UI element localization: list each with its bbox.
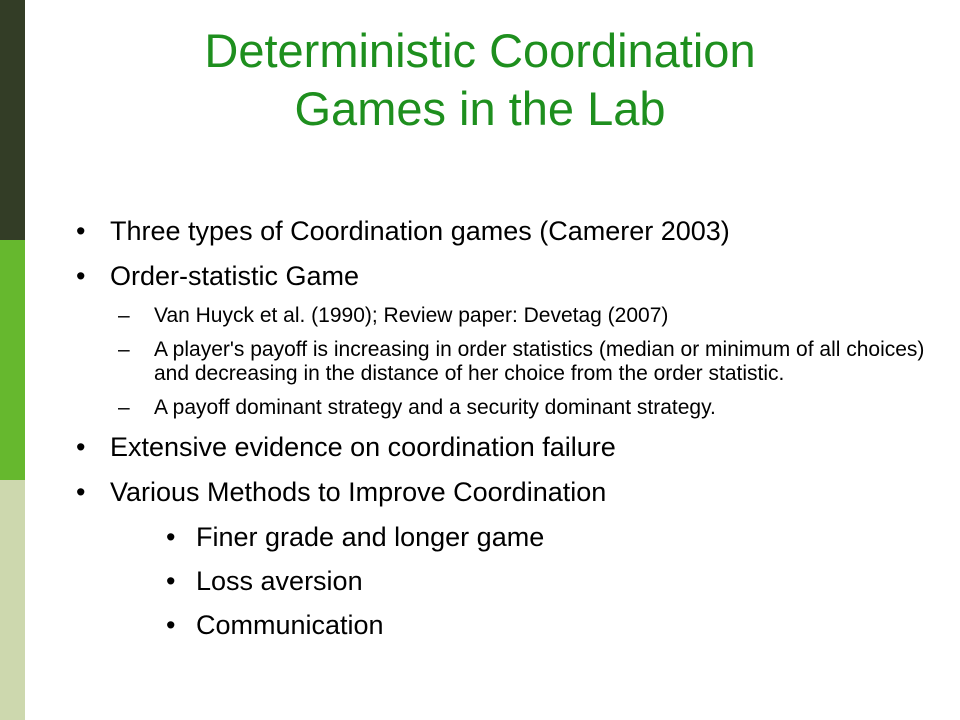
dash-icon: – — [118, 338, 130, 361]
sub-list-item-text: A payoff dominant strategy and a security dominant strategy. — [154, 396, 716, 419]
sub-list-item — [72, 338, 942, 386]
list-item — [72, 214, 942, 248]
side-stripe-light — [0, 480, 25, 720]
bullet-icon: • — [76, 216, 86, 246]
title-line-1: Deterministic Coordination — [204, 24, 756, 77]
title-line-2: Games in the Lab — [294, 82, 666, 135]
nested-list-item-text: Communication — [196, 610, 384, 640]
dash-icon: – — [118, 304, 130, 327]
sub-list-item — [72, 396, 942, 420]
bullet-icon: • — [166, 610, 176, 640]
nested-list-item-text: Loss aversion — [196, 566, 363, 596]
bullet-icon: • — [76, 261, 86, 291]
nested-list-item — [72, 564, 942, 598]
dash-icon: – — [118, 396, 130, 419]
bullet-icon: • — [76, 477, 86, 507]
side-stripe-dark — [0, 0, 25, 240]
slide-title — [80, 22, 880, 138]
nested-list-item — [72, 520, 942, 554]
bullet-list — [72, 214, 942, 652]
bullet-icon: • — [76, 432, 86, 462]
list-item — [72, 430, 942, 464]
list-item-text: Extensive evidence on coordination failure — [110, 432, 616, 462]
bullet-icon: • — [166, 566, 176, 596]
list-item — [72, 259, 942, 293]
bullet-icon: • — [166, 522, 176, 552]
list-item-text: Three types of Coordination games (Camerer 2003) — [110, 216, 730, 246]
list-item-text: Order-statistic Game — [110, 261, 360, 291]
sub-list-item — [72, 304, 942, 328]
nested-list-item-text: Finer grade and longer game — [196, 522, 545, 552]
nested-list-item — [72, 608, 942, 642]
list-item-text: Various Methods to Improve Coordination — [110, 477, 607, 507]
side-stripe-green — [0, 240, 25, 480]
list-item — [72, 475, 942, 509]
sub-list-item-text: A player's payoff is increasing in order statistics (median or minimum of all choices) and decreasing in the distance of her choice from the order statistic. — [154, 338, 925, 385]
sub-list-item-text: Van Huyck et al. (1990); Review paper: Devetag (2007) — [154, 304, 669, 327]
